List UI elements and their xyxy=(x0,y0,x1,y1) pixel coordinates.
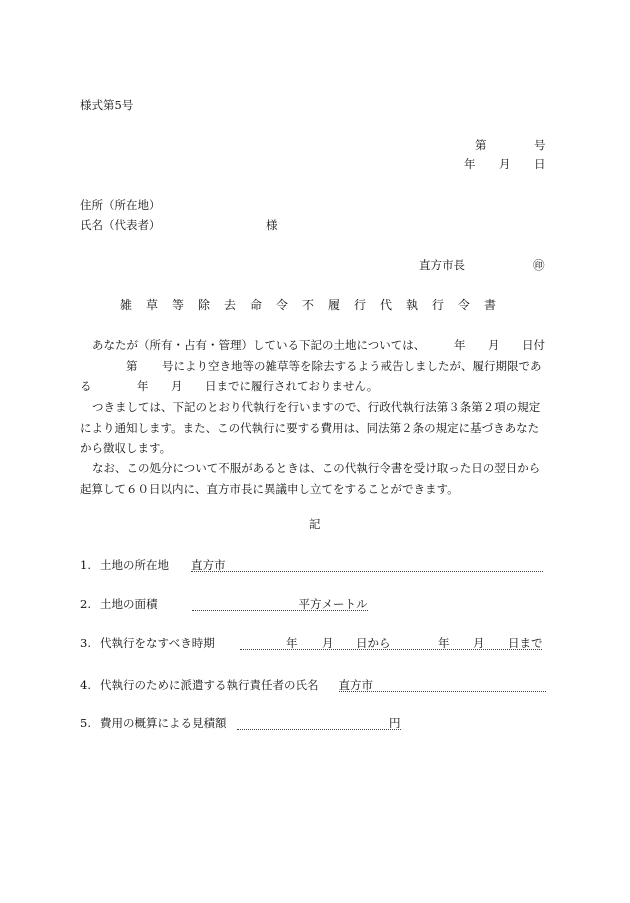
doc-number-go: 号 xyxy=(534,138,546,152)
item-3-year2: 年 xyxy=(438,636,450,650)
body-p1-l2-text: 号により空き地等の雑草等を除去するよう戒告しましたが、履行期限であ xyxy=(162,359,542,373)
item-2-number: 2. xyxy=(80,597,91,611)
body-p1-l2-dai: 第 xyxy=(126,359,138,373)
body-p1-l3-month: 月 xyxy=(171,379,183,393)
form-number: 様式第5号 xyxy=(80,98,134,112)
body-p2-text: つきましては、下記のとおり代執行を行いますので、行政代執行法第３条第２項の規定により通知します。また、この代執行に要する費用は、同法第２条の規定に基づきあなたから徴収します。 xyxy=(80,400,541,455)
item-3-until: 日まで xyxy=(508,636,543,650)
body-p1-l1-dated: 日付 xyxy=(522,338,545,352)
item-4-field[interactable] xyxy=(339,678,546,692)
item-4-number: 4. xyxy=(80,678,91,692)
name-label: 氏名（代表者） xyxy=(80,218,161,232)
item-3-month1: 月 xyxy=(322,636,334,650)
date-year: 年 xyxy=(464,157,476,171)
document-title: 雑草等除去命令不履行代執行令書 xyxy=(119,298,510,312)
body-p1-l1-year: 年 xyxy=(454,338,466,352)
honorific: 様 xyxy=(266,218,278,232)
body-p1-l3-ru: る xyxy=(80,379,92,393)
body-p3 xyxy=(80,458,550,499)
date-day: 日 xyxy=(534,157,546,171)
item-5-label: 費用の概算による見積額 xyxy=(100,716,227,730)
item-area xyxy=(80,597,368,611)
item-5-field[interactable] xyxy=(237,716,401,730)
body-p2 xyxy=(80,397,550,459)
body-p1-l1-month: 月 xyxy=(488,338,500,352)
sender-name: 直方市長 xyxy=(419,258,465,272)
item-schedule xyxy=(80,636,215,650)
item-3-from: 日から xyxy=(356,636,391,650)
item-2-unit: 平方メートル xyxy=(298,597,368,611)
doc-number-dai: 第 xyxy=(475,138,487,152)
body-p1-line1 xyxy=(92,338,425,352)
ki-heading: 記 xyxy=(309,517,321,531)
item-1-number: 1. xyxy=(80,558,91,572)
item-3-number: 3. xyxy=(80,636,91,650)
item-4-label: 代執行のために派遣する執行責任者の氏名 xyxy=(100,678,319,692)
item-2-label: 土地の面積 xyxy=(100,597,158,611)
item-5-unit: 円 xyxy=(389,716,401,730)
date-month: 月 xyxy=(499,157,511,171)
item-estimated-cost xyxy=(80,716,401,730)
item-3-month2: 月 xyxy=(473,636,485,650)
address-label: 住所（所在地） xyxy=(80,198,161,212)
body-p1-l1-text: あなたが（所有・占有・管理）している下記の土地については、 xyxy=(92,338,426,352)
item-4-prefix: 直方市 xyxy=(338,678,373,692)
item-responsible-person xyxy=(80,678,546,692)
item-1-label: 土地の所在地 xyxy=(100,558,169,572)
body-p3-text: なお、この処分について不服があるときは、この代執行令書を受け取った日の翌日から起算して６０日以内に、直方市長に異議申し立てをすることができます。 xyxy=(80,461,541,496)
item-1-prefix: 直方市 xyxy=(191,558,226,572)
item-3-label: 代執行をなすべき時期 xyxy=(100,636,215,650)
item-location xyxy=(80,558,543,572)
item-1-field[interactable] xyxy=(191,558,543,572)
body-p1-l3-text: 日までに履行されておりません。 xyxy=(205,379,379,393)
body-p1-l3-year: 年 xyxy=(137,379,149,393)
item-2-field[interactable] xyxy=(192,597,368,611)
item-5-number: 5. xyxy=(80,716,91,730)
item-3-year1: 年 xyxy=(286,636,298,650)
seal-mark: ㊞ xyxy=(533,258,545,272)
